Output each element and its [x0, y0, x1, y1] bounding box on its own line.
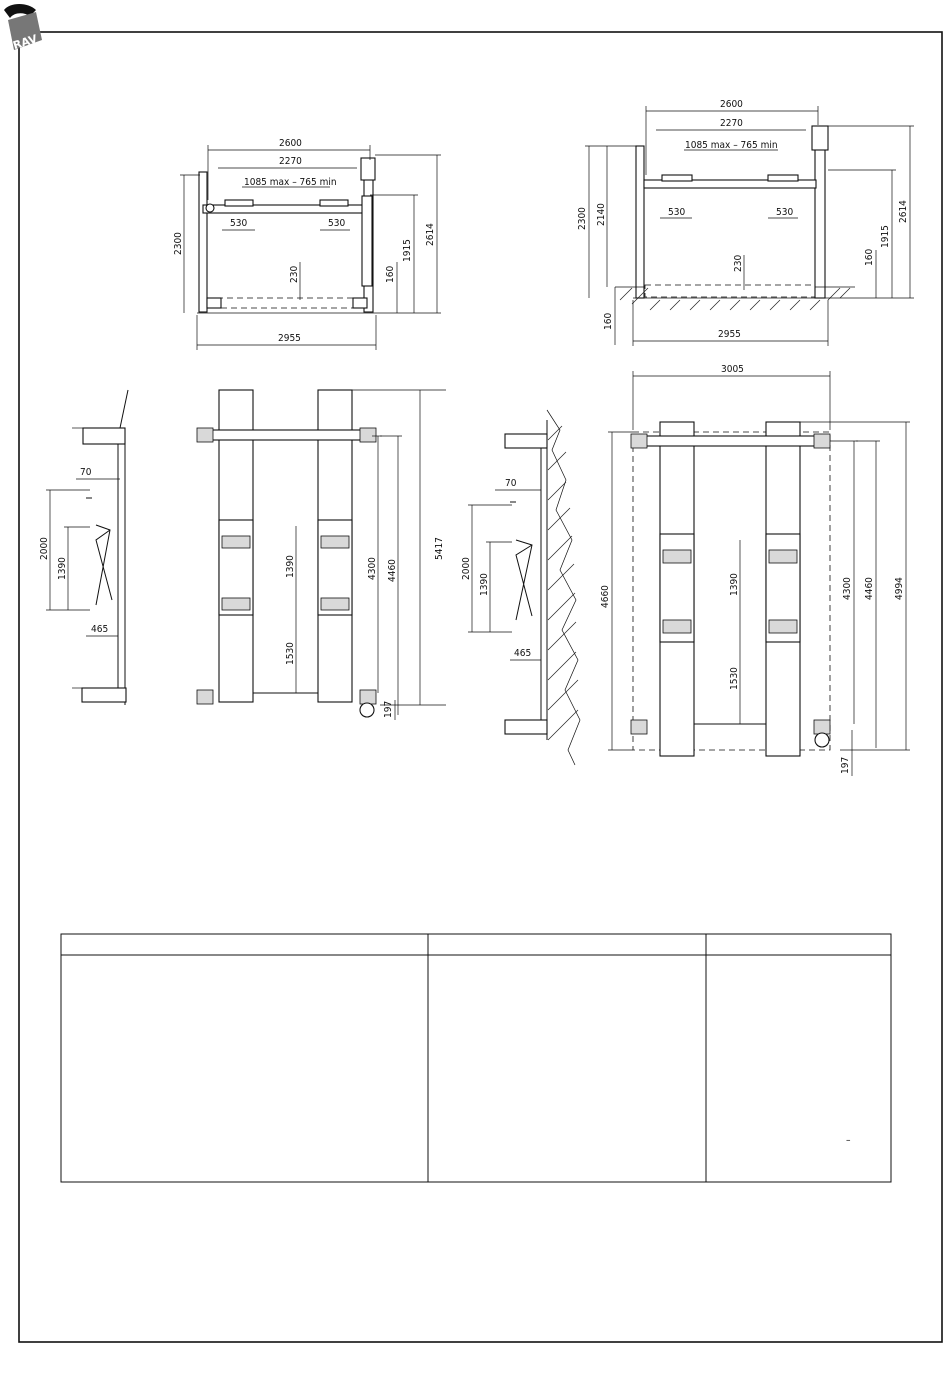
- dim-overall-height: 2614: [898, 200, 909, 223]
- dim-offset: 70: [80, 467, 92, 478]
- dim-end-offset: 197: [383, 700, 394, 718]
- dim-height: 2300: [577, 207, 588, 230]
- brand-logo: [4, 4, 42, 52]
- dim-width-inner: 2270: [279, 156, 302, 167]
- dim-lift-height: 2000: [39, 537, 50, 560]
- dim-pit-length: 4660: [600, 585, 611, 608]
- dim-total-length: 5417: [434, 537, 445, 560]
- dim-width: 3005: [721, 364, 744, 375]
- dim-pad-right: 530: [328, 218, 346, 229]
- dim-platform-height: 1915: [402, 239, 413, 262]
- dim-overall-length: 4460: [387, 559, 398, 582]
- dim-inner-height: 2140: [596, 203, 607, 226]
- dim-scissor-length: 1390: [729, 573, 740, 596]
- dim-pit-depth: 160: [603, 312, 614, 330]
- plan-view-recessed: [600, 364, 910, 776]
- dim-runway-length: 4300: [367, 557, 378, 580]
- spec-table: [61, 934, 891, 1182]
- dim-runway-length: 4300: [842, 577, 853, 600]
- dim-end-offset: 197: [840, 756, 851, 774]
- dim-rear-length: 1530: [729, 667, 740, 690]
- dim-rest-height: 160: [385, 265, 396, 283]
- dim-width-inner: 2270: [720, 118, 743, 129]
- dim-height: 2300: [173, 232, 184, 255]
- dim-platform-height: 1915: [880, 225, 891, 248]
- dim-scissor-length: 1390: [285, 555, 296, 578]
- dim-clearance: 230: [289, 265, 300, 283]
- dim-rest-height: 160: [864, 248, 875, 266]
- side-view-surface: [39, 390, 128, 705]
- dim-width-total: 2600: [279, 138, 302, 149]
- plan-view-surface: [197, 390, 446, 720]
- dim-overall-height: 2614: [425, 223, 436, 246]
- dim-offset: 70: [505, 478, 517, 489]
- side-view-recessed: [461, 410, 580, 765]
- dim-rear-length: 1530: [285, 642, 296, 665]
- dim-pad-left: 530: [230, 218, 248, 229]
- dim-width-total: 2600: [720, 99, 743, 110]
- dim-span-note: 1085 max – 765 min: [244, 177, 337, 188]
- dim-overall-length: 4460: [864, 577, 875, 600]
- dim-base-width: 2955: [718, 329, 741, 340]
- dim-pad-right: 530: [776, 207, 794, 218]
- dim-scissor-height: 1390: [57, 557, 68, 580]
- dim-base-offset: 465: [514, 648, 532, 659]
- dim-clearance: 230: [733, 254, 744, 272]
- dim-scissor-height: 1390: [479, 573, 490, 596]
- front-view-recessed: [577, 99, 914, 346]
- front-view-surface: [173, 138, 441, 350]
- dim-lift-height: 2000: [461, 557, 472, 580]
- spec-table-minus-mark: –: [846, 1135, 851, 1146]
- dim-base-width: 2955: [278, 333, 301, 344]
- dim-pad-left: 530: [668, 207, 686, 218]
- dim-base-offset: 465: [91, 624, 109, 635]
- svg-text:RAV: RAV: [11, 32, 39, 53]
- dim-span-note: 1085 max – 765 min: [685, 140, 778, 151]
- page-border: [19, 32, 942, 1342]
- dim-total-length: 4994: [894, 577, 905, 600]
